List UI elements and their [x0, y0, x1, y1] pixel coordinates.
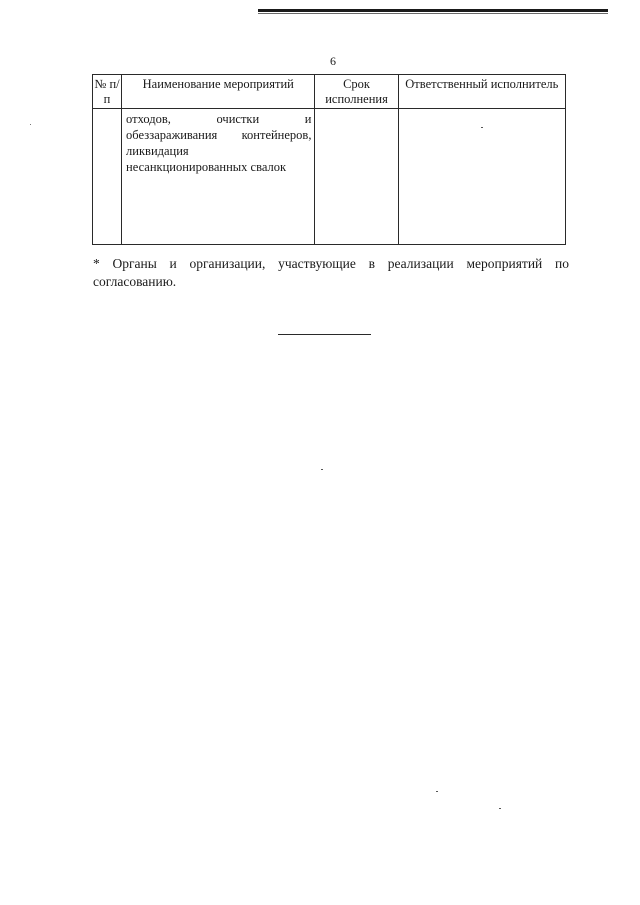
cell-number	[93, 109, 122, 245]
table-header-row	[93, 75, 566, 109]
cell-measure-name	[122, 109, 315, 245]
scan-speck	[436, 791, 438, 792]
header-term: Срок исполнения	[315, 75, 398, 109]
header-number: № п/п	[93, 75, 122, 109]
cell-responsible	[398, 109, 565, 245]
scan-edge-line-thin	[258, 13, 608, 14]
table-body	[93, 109, 566, 245]
cell-term	[315, 109, 398, 245]
table-header	[93, 75, 566, 109]
scan-speck	[30, 124, 31, 125]
scan-speck	[481, 127, 483, 128]
measures-table	[92, 74, 566, 245]
scan-speck	[321, 469, 323, 470]
page-number: 6	[330, 54, 336, 68]
footnote: * Органы и организации, участвующие в реализации мероприятий по согласованию.	[93, 256, 569, 289]
scan-speck	[499, 808, 501, 809]
scan-edge-line	[258, 9, 608, 12]
header-responsible: Ответственный исполнитель	[398, 75, 565, 109]
measure-name-text: отходов, очистки и обеззараживания контейнеров, ликвидация несанкционированных свалок	[126, 112, 312, 174]
end-divider-line	[278, 334, 371, 335]
table-row	[93, 109, 566, 245]
header-measure-name: Наименование мероприятий	[122, 75, 315, 109]
